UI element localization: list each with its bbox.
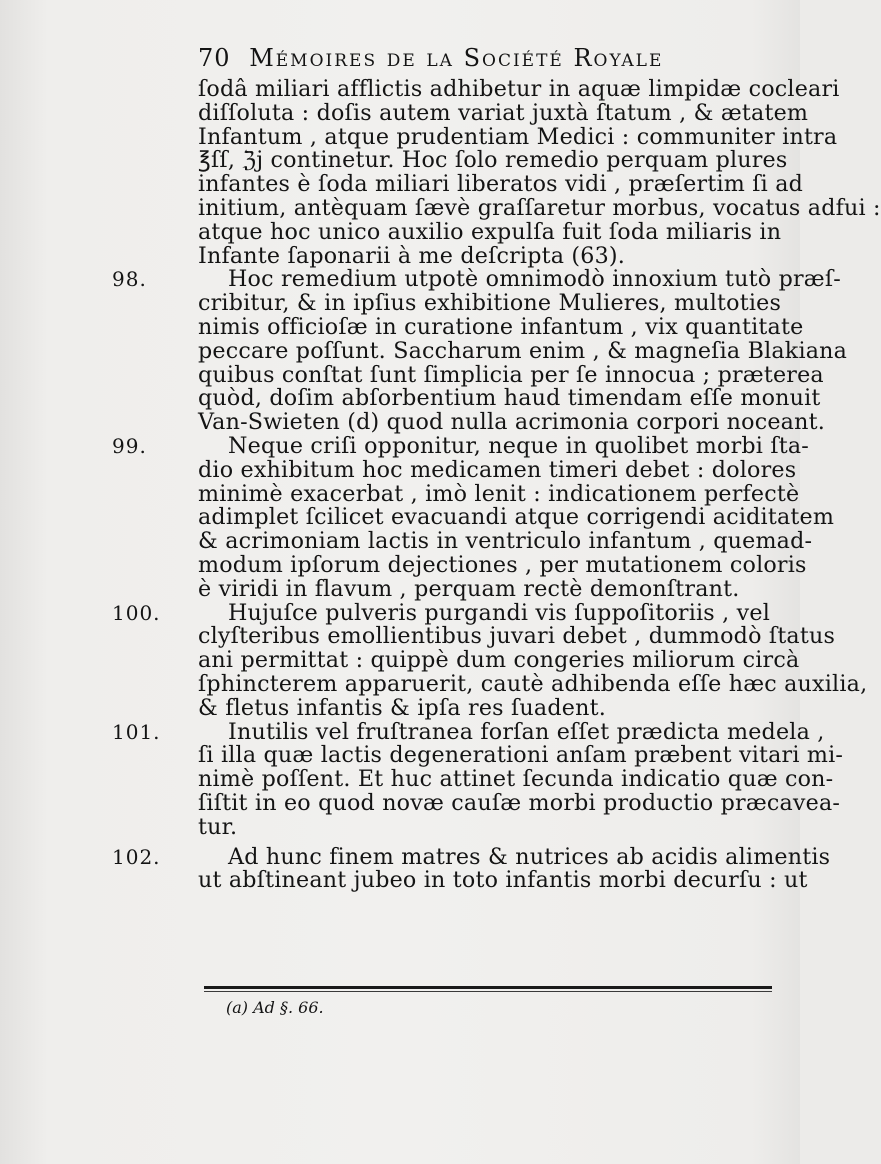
paragraph-98 bbox=[112, 266, 848, 436]
footnote-rule-thin bbox=[204, 991, 772, 992]
page-header bbox=[198, 44, 758, 72]
text-line: clyſteribus emollientibus juvari debet , dummodò ſtatus bbox=[198, 623, 836, 650]
text-line: Hoc remedium utpotè omnimodò innoxium tutò præſ- bbox=[228, 266, 841, 293]
text-line: cribitur, & in ipſius exhibitione Mulieres, multoties bbox=[198, 290, 782, 317]
text-line: Ad hunc finem matres & nutrices ab acidis alimentis bbox=[228, 843, 831, 870]
text-line: quibus conſtat ſunt ſimplicia per ſe innocua ; præterea bbox=[198, 361, 824, 388]
paragraph-102 bbox=[112, 843, 831, 894]
paragraph-number: 98. bbox=[112, 267, 147, 292]
text-line: è viridi in flavum , perquam rectè demonſtrant. bbox=[198, 575, 740, 602]
footnote-rule bbox=[204, 986, 772, 989]
text-line: ſodâ miliari afflictis adhibetur in aquæ limpidæ cocleari bbox=[198, 76, 840, 102]
text-line: adimplet ſcilicet evacuandi atque corrigendi aciditatem bbox=[198, 504, 835, 531]
paragraph-number: 101. bbox=[112, 719, 161, 744]
text-line: ſphincterem apparuerit, cautè adhibenda eſſe hæc auxilia, bbox=[198, 670, 868, 697]
paragraph-number: 100. bbox=[112, 600, 161, 625]
running-title: Mémoires de la Société Royale bbox=[249, 44, 664, 72]
text-line: initium, antèquam ſævè graſſaretur morbus, vocatus adfui : bbox=[198, 194, 881, 221]
text-line: ſiſtit in eo quod novæ cauſæ morbi productio præcavea- bbox=[198, 789, 841, 816]
text-line: Hujuſce pulveris purgandi vis ſuppoſitoriis , vel bbox=[228, 599, 771, 626]
text-line: ut abſtineant jubeo in toto infantis morbi decurſu : ut bbox=[198, 867, 808, 894]
text-line: nimis officioſæ in curatione infantum , vix quantitate bbox=[198, 313, 804, 340]
text-line: ſi illa quæ lactis degenerationi anſam præbent vitari mi- bbox=[198, 742, 844, 769]
text-line: & acrimoniam lactis in ventriculo infantum , quemad- bbox=[198, 528, 813, 555]
text-line: Inutilis vel fruſtranea forſan eſſet prædicta medela , bbox=[228, 718, 825, 745]
text-line: dio exhibitum hoc medicamen timeri debet : dolores bbox=[198, 456, 797, 483]
paragraph-101 bbox=[112, 718, 844, 840]
text-line: peccare poſſunt. Saccharum enim , & magneſia Blakiana bbox=[198, 337, 848, 364]
text-line: Van-Swieten (d) quod nulla acrimonia corpori noceant. bbox=[198, 409, 825, 436]
page-number: 70 bbox=[198, 44, 231, 72]
text-line: ℥ſſ, ℨj continetur. Hoc ſolo remedio perquam plures bbox=[198, 147, 788, 174]
text-line: ani permittat : quippè dum congeries miliorum circà bbox=[198, 647, 800, 674]
paragraph-intro bbox=[198, 76, 881, 269]
text-line: minimè exacerbat , imò lenit : indicationem perfectè bbox=[198, 480, 800, 507]
text-line: Infantum , atque prudentiam Medici : communiter intra bbox=[198, 123, 838, 150]
text-line: diſſoluta : doſis autem variat juxtà ſtatum , & ætatem bbox=[198, 99, 809, 126]
paragraph-100 bbox=[112, 599, 868, 721]
paragraph-number: 102. bbox=[112, 844, 161, 869]
text-line: tur. bbox=[198, 813, 238, 840]
text-line: quòd, doſim abſorbentium haud timendam eſſe monuit bbox=[198, 385, 821, 412]
text-line: Neque criſi opponitur, neque in quolibet morbi ſta- bbox=[228, 432, 809, 459]
paragraph-99 bbox=[112, 432, 835, 602]
text-line: Infante ſaponarii à me deſcripta (63). bbox=[198, 242, 626, 269]
footnote: (a) Ad §. 66. bbox=[226, 998, 324, 1017]
text-line: infantes è ſoda miliari liberatos vidi , præſertim ſi ad bbox=[198, 171, 804, 198]
body-text bbox=[112, 76, 881, 894]
text-line: atque hoc unico auxilio expulſa fuit ſoda miliaris in bbox=[198, 218, 782, 245]
text-line: nimè poſſent. Et huc attinet ſecunda indicatio quæ con- bbox=[198, 766, 834, 793]
text-line: modum ipſorum dejectiones , per mutationem coloris bbox=[198, 551, 807, 578]
text-line: & fletus infantis & ipſa res ſuadent. bbox=[198, 694, 606, 721]
paragraph-number: 99. bbox=[112, 433, 147, 458]
